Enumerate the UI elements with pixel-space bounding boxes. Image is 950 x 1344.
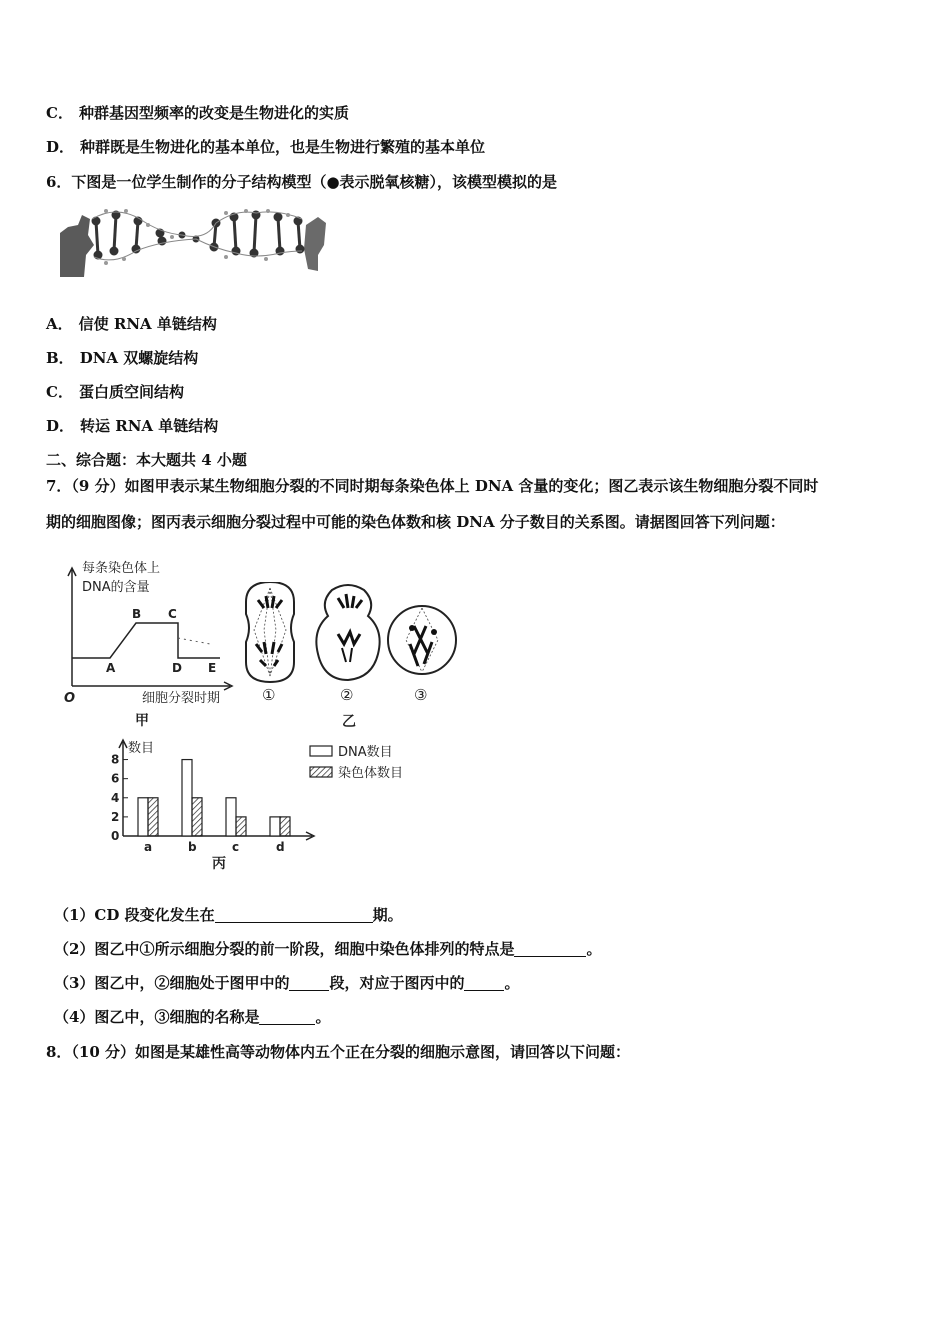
sub2-text: （2）图乙中①所示细胞分裂的前一阶段，细胞中染色体排列的特点是 [54, 940, 515, 958]
y-tick-label: 4 [111, 790, 120, 805]
sub3-text: （3）图乙中，②细胞处于图甲中的 [54, 974, 290, 992]
y-tick-label: 2 [111, 809, 120, 824]
sub4-end: 。 [315, 1008, 331, 1026]
jia-point-b: B [132, 607, 142, 621]
sub2-end: 。 [586, 940, 602, 958]
jia-origin: O [64, 691, 76, 706]
option-c-q5 [46, 102, 349, 123]
bar-chromosome-c [236, 817, 246, 836]
bar-dna-b [182, 760, 192, 836]
figure-jia [60, 552, 250, 732]
q7-sub4 [54, 1006, 330, 1027]
jia-xlabel: 细胞分裂时期 [142, 691, 221, 706]
option-text: 种群既是生物进化的基本单位，也是生物进行繁殖的基本单位 [80, 138, 486, 156]
category-label-a: a [144, 840, 153, 854]
yi-caption: 乙 [342, 714, 356, 730]
q6-stem: 6．下图是一位学生制作的分子结构模型（●表示脱氧核糖），该模型模拟的是 [46, 173, 558, 191]
jia-ylabel-2: DNA的含量 [82, 580, 150, 595]
option-text: DNA 双螺旋结构 [79, 349, 199, 367]
y-tick-label: 8 [111, 752, 120, 767]
bar-dna-c [226, 798, 236, 836]
cell-1-label: ① [262, 686, 276, 704]
jia-point-c: C [168, 607, 177, 621]
jia-curve [72, 623, 220, 658]
figure-bing-chart [100, 732, 430, 877]
option-text: 信使 RNA 单链结构 [78, 315, 217, 333]
jia-dotted-mark [178, 638, 210, 644]
sub4-blank[interactable] [259, 1010, 315, 1025]
cell-1-drawing [246, 582, 294, 682]
jia-point-e: E [208, 661, 217, 675]
option-d-q6 [46, 415, 218, 436]
q7-sub3 [54, 972, 519, 993]
y-tick-label: 6 [111, 771, 120, 786]
sub2-blank[interactable] [514, 942, 586, 957]
q7-stem-line1: 7．（9 分）如图甲表示某生物细胞分裂的不同时期每条染色体上 DNA 含量的变化；图乙表示该生物细胞分裂不同时 [46, 477, 819, 495]
sub1-blank[interactable] [215, 908, 373, 923]
bar-chromosome-b [192, 798, 202, 836]
figure-yi [238, 582, 466, 732]
option-d-q5 [46, 136, 485, 157]
category-label-d: d [276, 840, 285, 854]
option-label: D． [46, 417, 75, 435]
bing-caption: 丙 [212, 856, 226, 872]
bing-ylabel: 数目 [128, 741, 155, 756]
option-label: C． [46, 383, 73, 401]
legend-chromosome-swatch [310, 767, 332, 777]
option-label: D． [46, 138, 75, 156]
option-label: B． [46, 349, 74, 367]
legend-dna-swatch [310, 746, 332, 756]
legend-dna-label: DNA数目 [338, 745, 393, 760]
q7-sub2 [54, 938, 601, 959]
sub3-blank-1[interactable] [289, 976, 329, 991]
option-label: C． [46, 104, 73, 122]
option-text: 转运 RNA 单链结构 [80, 417, 219, 435]
sub3-end: 。 [504, 974, 520, 992]
legend-chromosome-label: 染色体数目 [338, 766, 404, 781]
q7-stem-line2: 期的细胞图像；图丙表示细胞分裂过程中可能的染色体数和核 DNA 分子数目的关系图。请据图回答下列问题： [46, 513, 785, 531]
option-text: 种群基因型频率的改变是生物进化的实质 [78, 104, 349, 122]
category-label-c: c [232, 840, 240, 854]
section-title: 二、综合题：本大题共 4 小题 [46, 451, 247, 469]
cell-2-drawing [316, 585, 379, 680]
option-b-q6 [46, 347, 198, 368]
sub1-text: （1）CD 段变化发生在 [54, 906, 215, 924]
option-a-q6 [46, 313, 217, 334]
cell-3-label: ③ [414, 686, 428, 704]
option-text: 蛋白质空间结构 [78, 383, 184, 401]
y-tick-label: 0 [111, 829, 120, 843]
q7-sub1 [54, 904, 403, 925]
category-label-b: b [188, 840, 197, 854]
jia-caption: 甲 [135, 713, 149, 729]
option-c-q6 [46, 381, 184, 402]
sub4-text: （4）图乙中，③细胞的名称是 [54, 1008, 260, 1026]
cell-3-drawing [388, 606, 456, 674]
q8-stem: 8．（10 分）如图是某雄性高等动物体内五个正在分裂的细胞示意图，请回答以下问题： [46, 1043, 631, 1061]
jia-point-a: A [106, 661, 116, 675]
option-label: A． [46, 315, 73, 333]
dna-model-photo [56, 205, 331, 283]
cell-2-label: ② [340, 686, 354, 704]
bar-chromosome-a [148, 798, 158, 836]
sub3-mid: 段，对应于图丙中的 [329, 974, 465, 992]
jia-point-d: D [172, 661, 182, 675]
sub3-blank-2[interactable] [464, 976, 504, 991]
bar-chromosome-d [280, 817, 290, 836]
bar-dna-a [138, 798, 148, 836]
bar-dna-d [270, 817, 280, 836]
sub1-end: 期。 [372, 906, 403, 924]
jia-ylabel-1: 每条染色体上 [82, 561, 161, 576]
